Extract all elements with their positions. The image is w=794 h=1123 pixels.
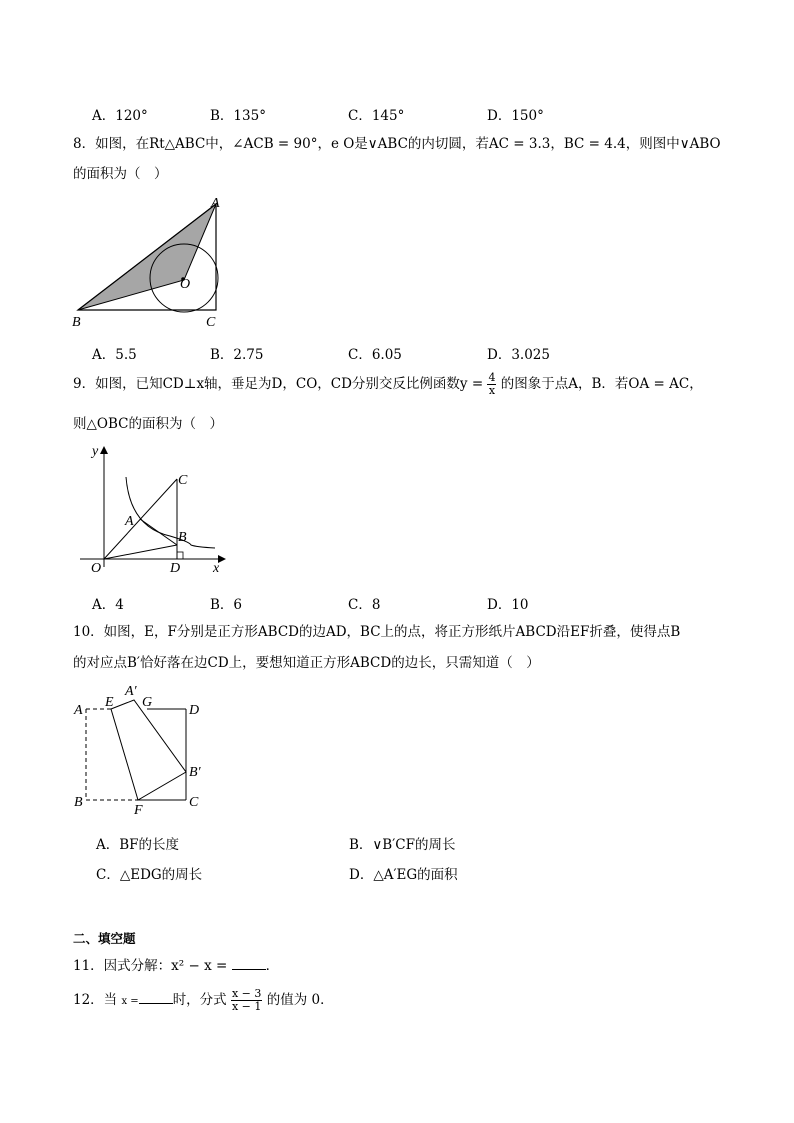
- q8-label-b: B: [72, 315, 81, 330]
- q11-stem-post: ．: [265, 958, 280, 974]
- q10-label-a-prime: A′: [125, 684, 137, 699]
- q10-option-d: D．△A′EG的面积: [349, 867, 458, 883]
- q12-stem-mid: 时，分式: [172, 992, 227, 1009]
- q7-option-c: C．145°: [348, 108, 405, 124]
- q9-fraction-den: x: [488, 384, 496, 398]
- q9-option-a: A．4: [92, 597, 124, 613]
- q12-stem-pre: 12．当: [73, 992, 118, 1009]
- q8-figure: [68, 192, 228, 332]
- q8-label-a: A: [211, 196, 220, 211]
- q12-fraction-den: x − 1: [231, 1000, 262, 1014]
- q9-right-angle-mark: [177, 552, 183, 559]
- q10-folded-quad: [111, 700, 186, 800]
- q9-line-ab: [140, 519, 177, 545]
- q9-label-y: y: [92, 444, 99, 459]
- q9-label-o: O: [91, 561, 102, 576]
- q8-label-c: C: [206, 315, 216, 330]
- q7-option-a: A．120°: [92, 108, 148, 124]
- q9-label-b: B: [178, 530, 187, 545]
- section-title-fill-blank: 二、填空题: [73, 931, 136, 946]
- q10-label-b: B: [74, 795, 83, 810]
- q10-stem-line1: 10．如图，E，F分别是正方形ABCD的边AD，BC上的点，将正方形纸片ABCD沿EF折叠，使得点B: [73, 624, 681, 640]
- q8-option-a: A．5.5: [92, 347, 137, 363]
- q10-option-b: B．∨B′CF的周长: [349, 837, 456, 853]
- q9-option-d: D．10: [487, 597, 529, 613]
- q8-triangle-abc: [78, 204, 216, 310]
- q10-label-g: G: [142, 695, 153, 710]
- q11-stem: [73, 957, 279, 974]
- q9-figure: [80, 442, 230, 577]
- q11-answer-blank[interactable]: [232, 957, 266, 970]
- q8-stem-line1: 8．如图，在Rt△ABC中，∠ACB = 90°，e O是∨ABC的内切圆，若AC = 3.3，BC = 4.4，则图中∨ABO: [73, 136, 721, 152]
- q7-option-b: B．135°: [210, 108, 266, 124]
- q7-option-d: D．150°: [487, 108, 544, 124]
- q10-stem-line2: 的对应点B′恰好落在边CD上，要想知道正方形ABCD的边长，只需知道（ ）: [73, 655, 540, 671]
- q9-stem-post: 的图象于点A，B．若OA = AC，: [500, 376, 703, 393]
- q9-option-c: C．8: [348, 597, 381, 613]
- q8-option-d: D．3.025: [487, 347, 550, 363]
- q10-label-e: E: [105, 695, 114, 710]
- q9-fraction-num: 4: [488, 371, 496, 384]
- q9-stem-pre: 9．如图，已知CD⊥x轴，垂足为D，CO，CD分别交反比例函数y =: [73, 376, 484, 393]
- q9-stem-line1: [73, 372, 703, 397]
- q9-hyperbola: [126, 477, 215, 548]
- q11-stem-pre: 11．因式分解：x² − x =: [73, 958, 232, 974]
- q9-label-c: C: [178, 473, 188, 488]
- q12-fraction: [231, 988, 262, 1013]
- q9-label-d: D: [170, 561, 181, 576]
- q8-option-c: C．6.05: [348, 347, 402, 363]
- q10-label-f: F: [134, 803, 143, 815]
- q12-stem: [73, 988, 334, 1013]
- q12-stem-post: 的值为 0．: [266, 992, 334, 1009]
- q12-fraction-num: x − 3: [231, 987, 262, 1000]
- q9-option-b: B．6: [210, 597, 243, 613]
- q8-stem-line2: 的面积为（ ）: [73, 166, 168, 182]
- q10-label-c: C: [189, 795, 199, 810]
- q10-option-a: A．BF的长度: [96, 837, 180, 853]
- q8-label-o: O: [180, 277, 191, 292]
- q10-label-d: D: [189, 703, 200, 718]
- q12-answer-blank[interactable]: [139, 991, 173, 1004]
- q10-label-a: A: [74, 703, 83, 718]
- q10-label-b-prime: B′: [189, 765, 201, 780]
- q9-label-x: x: [213, 561, 220, 576]
- q8-option-b: B．2.75: [210, 347, 264, 363]
- q9-fraction: [487, 372, 496, 397]
- q9-stem-line2: 则△OBC的面积为（ ）: [73, 416, 223, 432]
- q12-var: x =: [121, 996, 139, 1008]
- q10-figure: [70, 680, 220, 815]
- q10-option-c: C．△EDG的周长: [96, 867, 203, 883]
- q9-label-a: A: [125, 514, 134, 529]
